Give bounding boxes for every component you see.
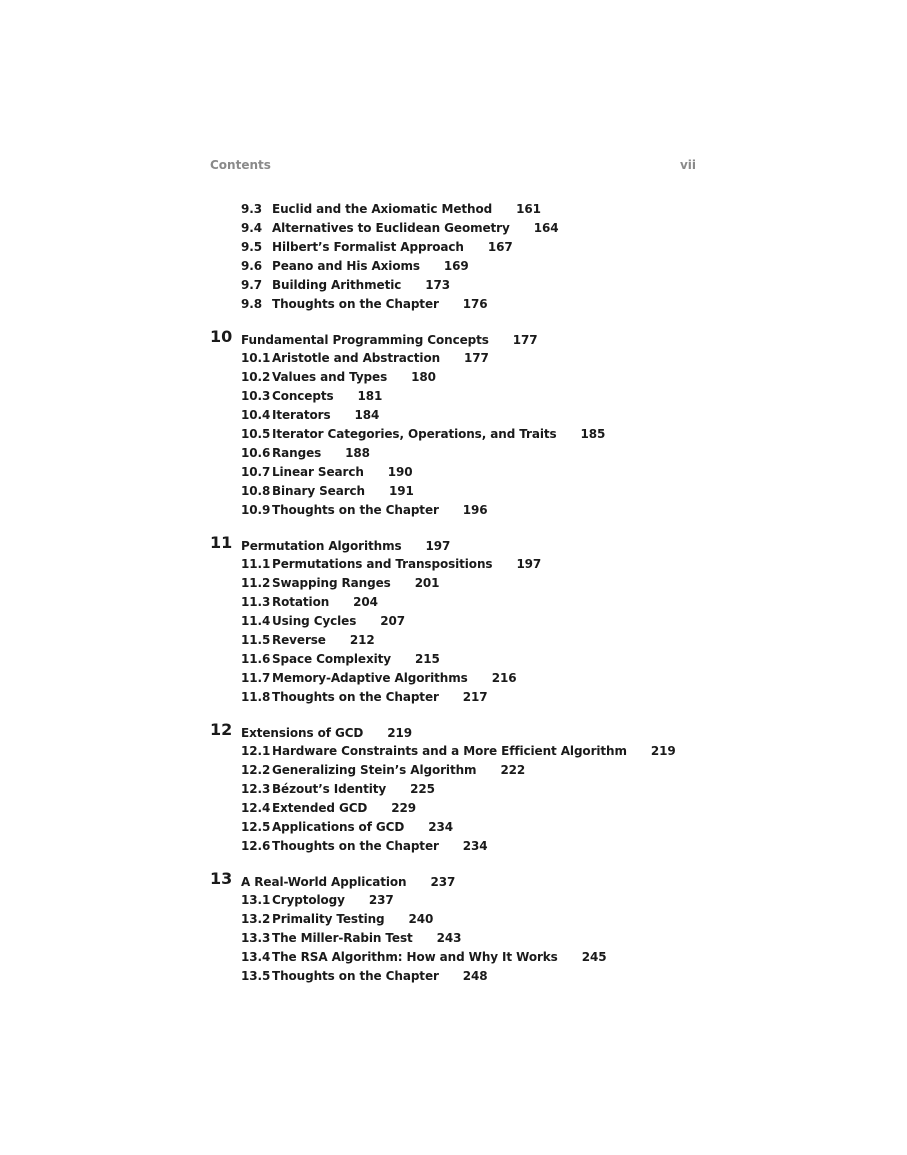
section-number: 9.7: [241, 278, 262, 292]
section-page: 196: [462, 503, 488, 517]
section-title: Building Arithmetic: [272, 278, 402, 292]
section-title: Alternatives to Euclidean Geometry: [272, 221, 510, 235]
section-number: 10.5: [241, 427, 271, 441]
section-title: Using Cycles: [272, 614, 357, 628]
section-page: 207: [380, 614, 405, 628]
section-title: Ranges: [272, 446, 322, 460]
section-title: Generalizing Stein’s Algorithm: [272, 763, 477, 777]
section-number: 10.9: [241, 503, 271, 517]
section-page: 234: [428, 820, 453, 834]
toc-section-entry[interactable]: [210, 891, 700, 910]
toc-section-entry[interactable]: [210, 406, 700, 425]
toc-section-entry[interactable]: [210, 200, 700, 219]
section-title: Hardware Constraints and a More Efficient Algorithm: [272, 744, 627, 758]
section-number: 10.6: [241, 446, 271, 460]
section-page: 181: [357, 389, 383, 403]
section-number: 13.5: [241, 969, 271, 983]
toc-section-entry[interactable]: [210, 593, 700, 612]
section-title: Concepts: [272, 389, 334, 403]
chapter-number: 11: [210, 533, 233, 552]
toc-section-entry[interactable]: [210, 780, 700, 799]
section-page: 229: [391, 801, 417, 815]
section-title: Primality Testing: [272, 912, 385, 926]
section-number: 9.8: [241, 297, 262, 311]
section-number: 11.2: [241, 576, 271, 590]
section-title: The RSA Algorithm: How and Why It Works: [272, 950, 558, 964]
section-number: 12.1: [241, 744, 271, 758]
toc-section-entry[interactable]: [210, 463, 700, 482]
section-title: Linear Search: [272, 465, 364, 479]
toc-section-entry[interactable]: [210, 574, 700, 593]
section-number: 12.6: [241, 839, 271, 853]
section-page: 184: [354, 408, 380, 422]
toc-section-entry[interactable]: [210, 669, 700, 688]
section-title: Hilbert’s Formalist Approach: [272, 240, 464, 254]
toc-chapter-entry[interactable]: [210, 535, 700, 555]
section-title: Memory-Adaptive Algorithms: [272, 671, 468, 685]
toc-section-entry[interactable]: [210, 929, 700, 948]
toc-section-entry[interactable]: [210, 799, 700, 818]
toc-section-entry[interactable]: [210, 650, 700, 669]
toc-section-entry[interactable]: [210, 295, 700, 314]
section-number: 11.7: [241, 671, 271, 685]
section-number: 9.5: [241, 240, 262, 254]
section-number: 11.6: [241, 652, 271, 666]
section-title: Thoughts on the Chapter: [272, 969, 439, 983]
toc-section-entry[interactable]: [210, 818, 700, 837]
section-page: 248: [462, 969, 488, 983]
section-title: Bézout’s Identity: [272, 782, 387, 796]
running-head-title: Contents: [210, 158, 271, 172]
section-number: 13.2: [241, 912, 271, 926]
chapter-title: A Real-World Application: [241, 875, 407, 889]
section-page: 191: [388, 484, 414, 498]
section-page: 222: [500, 763, 526, 777]
section-title: Values and Types: [272, 370, 388, 384]
toc-chapter-entry[interactable]: [210, 722, 700, 742]
toc-section-entry[interactable]: [210, 761, 700, 780]
section-page: 215: [414, 652, 440, 666]
section-title: Permutations and Transpositions: [272, 557, 493, 571]
toc-chapter-entry[interactable]: [210, 871, 700, 891]
toc-section-entry[interactable]: [210, 349, 700, 368]
section-page: 164: [533, 221, 559, 235]
section-page: 201: [414, 576, 440, 590]
section-title: Thoughts on the Chapter: [272, 503, 439, 517]
section-title: Reverse: [272, 633, 326, 647]
toc-section-entry[interactable]: [210, 482, 700, 501]
section-title: Aristotle and Abstraction: [272, 351, 441, 365]
section-title: Binary Search: [272, 484, 365, 498]
section-page: 219: [650, 744, 676, 758]
chapter-number: 13: [210, 869, 233, 888]
section-page: 225: [410, 782, 435, 796]
section-page: 188: [345, 446, 370, 460]
section-number: 12.5: [241, 820, 271, 834]
section-title: Swapping Ranges: [272, 576, 391, 590]
section-page: 180: [411, 370, 436, 384]
chapter-page: 177: [512, 333, 538, 347]
toc-section-entry[interactable]: [210, 238, 700, 257]
section-page: 161: [516, 202, 541, 216]
section-number: 10.3: [241, 389, 271, 403]
toc-section-entry[interactable]: [210, 257, 700, 276]
chapter-page: 197: [425, 539, 451, 553]
section-page: 240: [408, 912, 434, 926]
chapter-title: Permutation Algorithms: [241, 539, 402, 553]
section-title: Rotation: [272, 595, 330, 609]
section-title: Space Complexity: [272, 652, 391, 666]
toc-section-entry[interactable]: [210, 948, 700, 967]
running-head: [210, 158, 696, 174]
chapter-page: 219: [387, 726, 413, 740]
toc-section-entry[interactable]: [210, 742, 700, 761]
section-title: Applications of GCD: [272, 820, 405, 834]
toc-section-entry[interactable]: [210, 555, 700, 574]
section-page: 177: [464, 351, 489, 365]
section-title: Peano and His Axioms: [272, 259, 420, 273]
section-number: 11.5: [241, 633, 271, 647]
chapter-page: 237: [430, 875, 456, 889]
chapter-number: 10: [210, 327, 233, 346]
section-number: 12.4: [241, 801, 271, 815]
section-number: 11.1: [241, 557, 271, 571]
toc-section-entry[interactable]: [210, 387, 700, 406]
section-number: 10.2: [241, 370, 271, 384]
section-number: 10.4: [241, 408, 271, 422]
section-number: 11.4: [241, 614, 271, 628]
section-page: 237: [368, 893, 394, 907]
section-title: Thoughts on the Chapter: [272, 839, 439, 853]
section-number: 12.2: [241, 763, 271, 777]
section-title: Cryptology: [272, 893, 345, 907]
section-page: 169: [443, 259, 469, 273]
toc-section-entry[interactable]: [210, 967, 700, 986]
section-page: 217: [462, 690, 488, 704]
toc-section-entry[interactable]: [210, 444, 700, 463]
section-page: 234: [462, 839, 488, 853]
section-page: 204: [353, 595, 378, 609]
section-title: Iterator Categories, Operations, and Traits: [272, 427, 557, 441]
toc-chapter-entry[interactable]: [210, 329, 700, 349]
toc-section-entry[interactable]: [210, 219, 700, 238]
section-title: Thoughts on the Chapter: [272, 297, 439, 311]
section-number: 10.7: [241, 465, 271, 479]
toc-section-entry[interactable]: [210, 368, 700, 387]
section-page: 245: [581, 950, 607, 964]
section-number: 13.3: [241, 931, 271, 945]
section-number: 10.8: [241, 484, 271, 498]
section-number: 11.8: [241, 690, 271, 704]
section-number: 9.6: [241, 259, 262, 273]
toc-section-entry[interactable]: [210, 688, 700, 707]
toc-section-entry[interactable]: [210, 631, 700, 650]
section-title: The Miller-Rabin Test: [272, 931, 413, 945]
section-page: 173: [425, 278, 450, 292]
section-page: 167: [487, 240, 513, 254]
section-number: 10.1: [241, 351, 271, 365]
chapter-number: 12: [210, 720, 233, 739]
table-of-contents: [210, 200, 700, 986]
chapter-title: Extensions of GCD: [241, 726, 364, 740]
toc-section-entry[interactable]: [210, 612, 700, 631]
section-page: 197: [516, 557, 542, 571]
toc-section-entry[interactable]: [210, 837, 700, 856]
section-title: Thoughts on the Chapter: [272, 690, 439, 704]
toc-section-entry[interactable]: [210, 276, 700, 295]
section-number: 12.3: [241, 782, 271, 796]
page-numeral: vii: [679, 158, 696, 172]
section-page: 185: [580, 427, 606, 441]
section-title: Euclid and the Axiomatic Method: [272, 202, 493, 216]
section-number: 9.4: [241, 221, 262, 235]
section-page: 176: [462, 297, 488, 311]
toc-section-entry[interactable]: [210, 425, 700, 444]
toc-section-entry[interactable]: [210, 910, 700, 929]
section-number: 13.1: [241, 893, 271, 907]
section-page: 243: [436, 931, 462, 945]
section-number: 11.3: [241, 595, 271, 609]
section-page: 212: [349, 633, 375, 647]
section-title: Extended GCD: [272, 801, 368, 815]
section-number: 13.4: [241, 950, 271, 964]
section-number: 9.3: [241, 202, 262, 216]
toc-section-entry[interactable]: [210, 501, 700, 520]
section-title: Iterators: [272, 408, 331, 422]
section-page: 190: [387, 465, 413, 479]
chapter-title: Fundamental Programming Concepts: [241, 333, 489, 347]
section-page: 216: [491, 671, 517, 685]
